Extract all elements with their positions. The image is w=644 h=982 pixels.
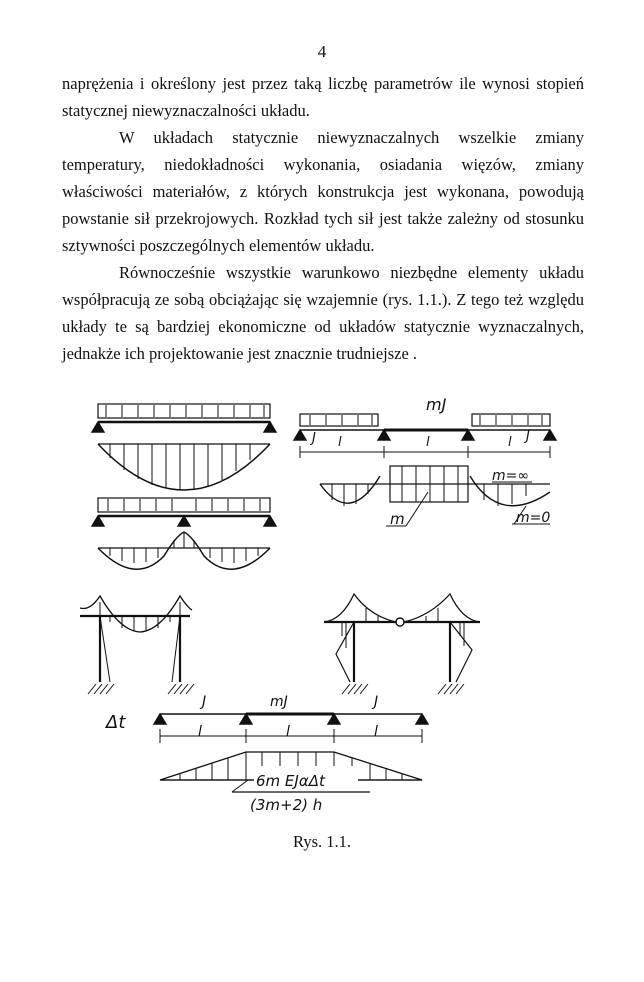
svg-text:mJ: mJ	[270, 694, 288, 710]
figure-caption: Rys. 1.1.	[292, 832, 352, 851]
svg-text:J: J	[526, 429, 530, 444]
label-m: m	[390, 510, 405, 528]
paragraph-1: naprężenia i określony jest przez taką liczbę parametrów ile wynosi stopień statycznej niewyznaczalności układu.	[62, 74, 584, 120]
svg-text:l: l	[338, 435, 342, 450]
svg-text:l: l	[426, 435, 430, 450]
paragraph-2: W układach statycznie niewyznaczalnych wszelkie zmiany temperatury, niedokładności wykonania, osiadania więzów, zmiany właściwości materiałów, z których konstrukcja jest wykonana, powodują powstanie sił przekrojowych. Rozkład tych sił jest także zależny od stosunku sztywności poszczególnych elementów układu.	[62, 128, 584, 255]
page-number: 4	[317, 42, 327, 61]
diagram-simple-beam	[92, 404, 276, 490]
svg-text:l: l	[286, 724, 290, 740]
support-left	[92, 422, 104, 432]
label-m-infinity: m=∞	[492, 468, 530, 484]
diagram-frame-2	[324, 594, 480, 694]
formula-denominator: (3m+2) h	[250, 796, 323, 814]
label-delta-t: Δt	[106, 712, 126, 733]
label-m-zero: m=0	[516, 510, 551, 526]
svg-text:J: J	[202, 694, 207, 710]
load-arrows	[106, 405, 264, 417]
body-text	[62, 70, 584, 367]
svg-text:l: l	[374, 724, 378, 740]
svg-text:l: l	[198, 724, 202, 740]
paragraph-3: Równocześnie wszystkie warunkowo niezbędne elementy układu współpracują ze sobą obciążając się wzajemnie (rys. 1.1.). Z tego też względu układy te są bardziej ekonomiczne od układów statycznie wyznaczalnych, jednakże ich projektowanie jest znacznie trudniejsze .	[62, 263, 584, 363]
svg-text:J: J	[312, 431, 316, 446]
formula-numerator: 6m EJαΔt	[256, 772, 325, 790]
svg-text:l: l	[508, 435, 512, 450]
diagram-continuous-beam	[92, 498, 276, 569]
label-mJ: mJ	[426, 396, 447, 414]
figure-1-1	[80, 396, 570, 814]
diagram-temperature	[104, 694, 428, 814]
diagram-frame-1	[80, 596, 194, 694]
svg-text:J: J	[374, 694, 379, 710]
support-right	[264, 422, 276, 432]
diagram-three-span	[294, 396, 556, 528]
